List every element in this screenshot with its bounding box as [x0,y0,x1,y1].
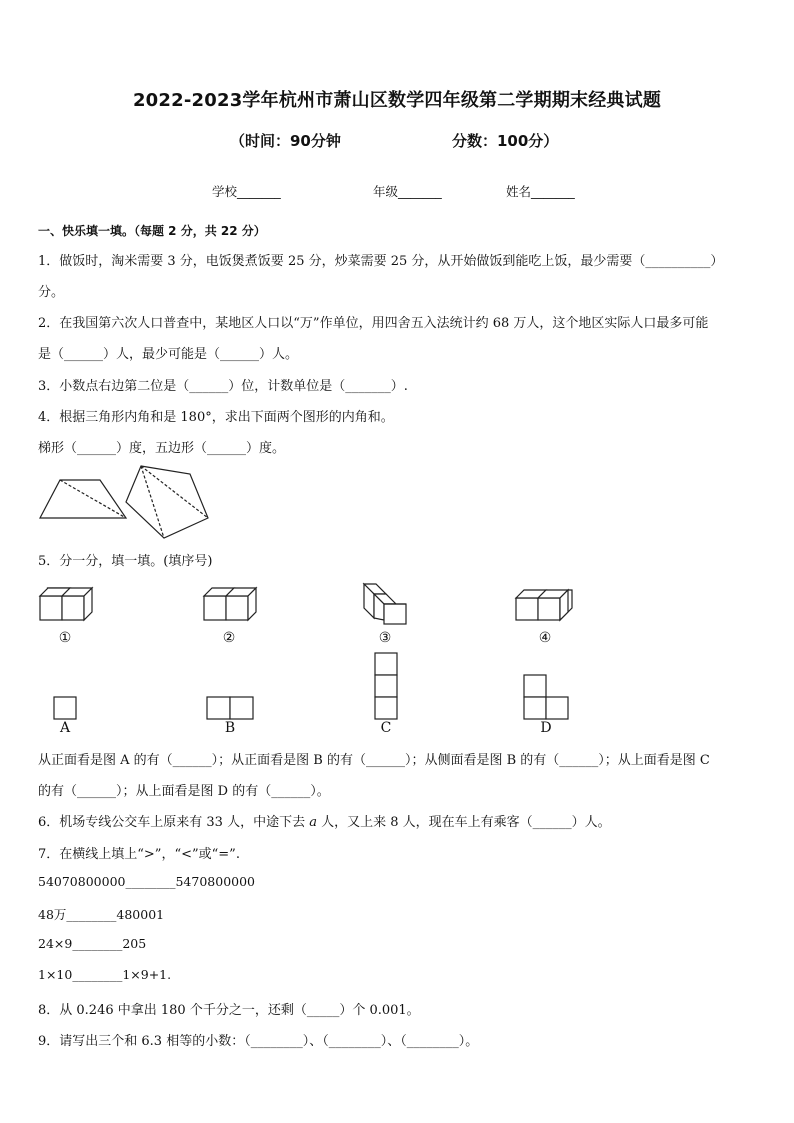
question-5: 5．分一分，填一填。(填序号) [38,554,213,569]
solid-figure-3 [362,580,412,630]
question-8: 8．从 0.246 中拿出 180 个千分之一，还剩（_____）个 0.001。 [38,1003,420,1018]
question-7-item-2: 48万________480001 [38,907,165,922]
section-heading: 一、快乐填一填。（每题 2 分，共 22 分） [38,224,266,238]
question-7-item-4: 1×10________1×9+1. [38,967,172,982]
view-label-b: B [224,720,236,736]
question-7: 7．在横线上填上“>”，“<”或“=”. [38,847,240,862]
question-4-line-1: 4．根据三角形内角和是 180°，求出下面两个图形的内角和。 [38,410,394,425]
view-figure-d [523,674,571,720]
question-7-item-3: 24×9________205 [38,936,147,951]
page-title: 2022-2023学年杭州市萧山区数学四年级第二学期期末经典试题 [132,90,662,111]
solid-label-4: ④ [538,630,552,646]
question-5-answer-line-2: 的有（______）；从上面看是图 D 的有（______）。 [38,784,330,799]
view-figure-c [374,652,398,720]
question-1-line-1: 1．做饭时，淘米需要 3 分，电饭煲煮饭要 25 分，炒菜需要 25 分，从开始做饭到能吃上饭，最少需要（__________） [38,254,724,269]
solid-label-2: ② [222,630,236,646]
pentagon-figure [124,462,214,542]
solid-figure-1 [38,586,94,626]
question-4-line-2: 梯形（______）度，五边形（______）度。 [38,441,286,456]
view-figure-a [53,696,77,720]
solid-figure-4 [514,586,576,626]
view-label-d: D [540,720,552,736]
school-field: 学校_______ [212,184,281,199]
view-label-a: A [59,720,71,736]
name-field: 姓名_______ [506,184,575,199]
question-2-line-2: 是（______）人，最少可能是（______）人。 [38,347,299,362]
question-9: 9．请写出三个和 6.3 相等的小数：（________）、（________）、（________）。 [38,1034,479,1049]
question-7-item-1: 54070800000________5470800000 [38,874,256,889]
question-1-line-2: 分。 [38,285,65,300]
solid-label-1: ① [58,630,72,646]
exam-time: （时间：90分钟 [230,132,341,150]
exam-score: 分数：100分） [452,132,559,150]
question-3: 3．小数点右边第二位是（______）位，计数单位是（_______）. [38,379,408,394]
trapezoid-figure [38,478,128,523]
view-label-c: C [380,720,392,736]
question-6: 6．机场专线公交车上原来有 33 人，中途下去 𝑎 人，又上来 8 人，现在车上有乘客（______）人。 [38,815,611,830]
solid-label-3: ③ [378,630,392,646]
solid-figure-2 [202,586,258,626]
view-figure-b [206,696,254,720]
grade-field: 年级_______ [373,184,442,199]
question-5-answer-line-1: 从正面看是图 A 的有（______）；从正面看是图 B 的有（______）；从侧面看是图 B 的有（______）；从上面看是图 C [38,753,710,768]
question-2-line-1: 2．在我国第六次人口普查中，某地区人口以“万”作单位，用四舍五入法统计约 68 万人，这个地区实际人口最多可能 [38,316,709,331]
